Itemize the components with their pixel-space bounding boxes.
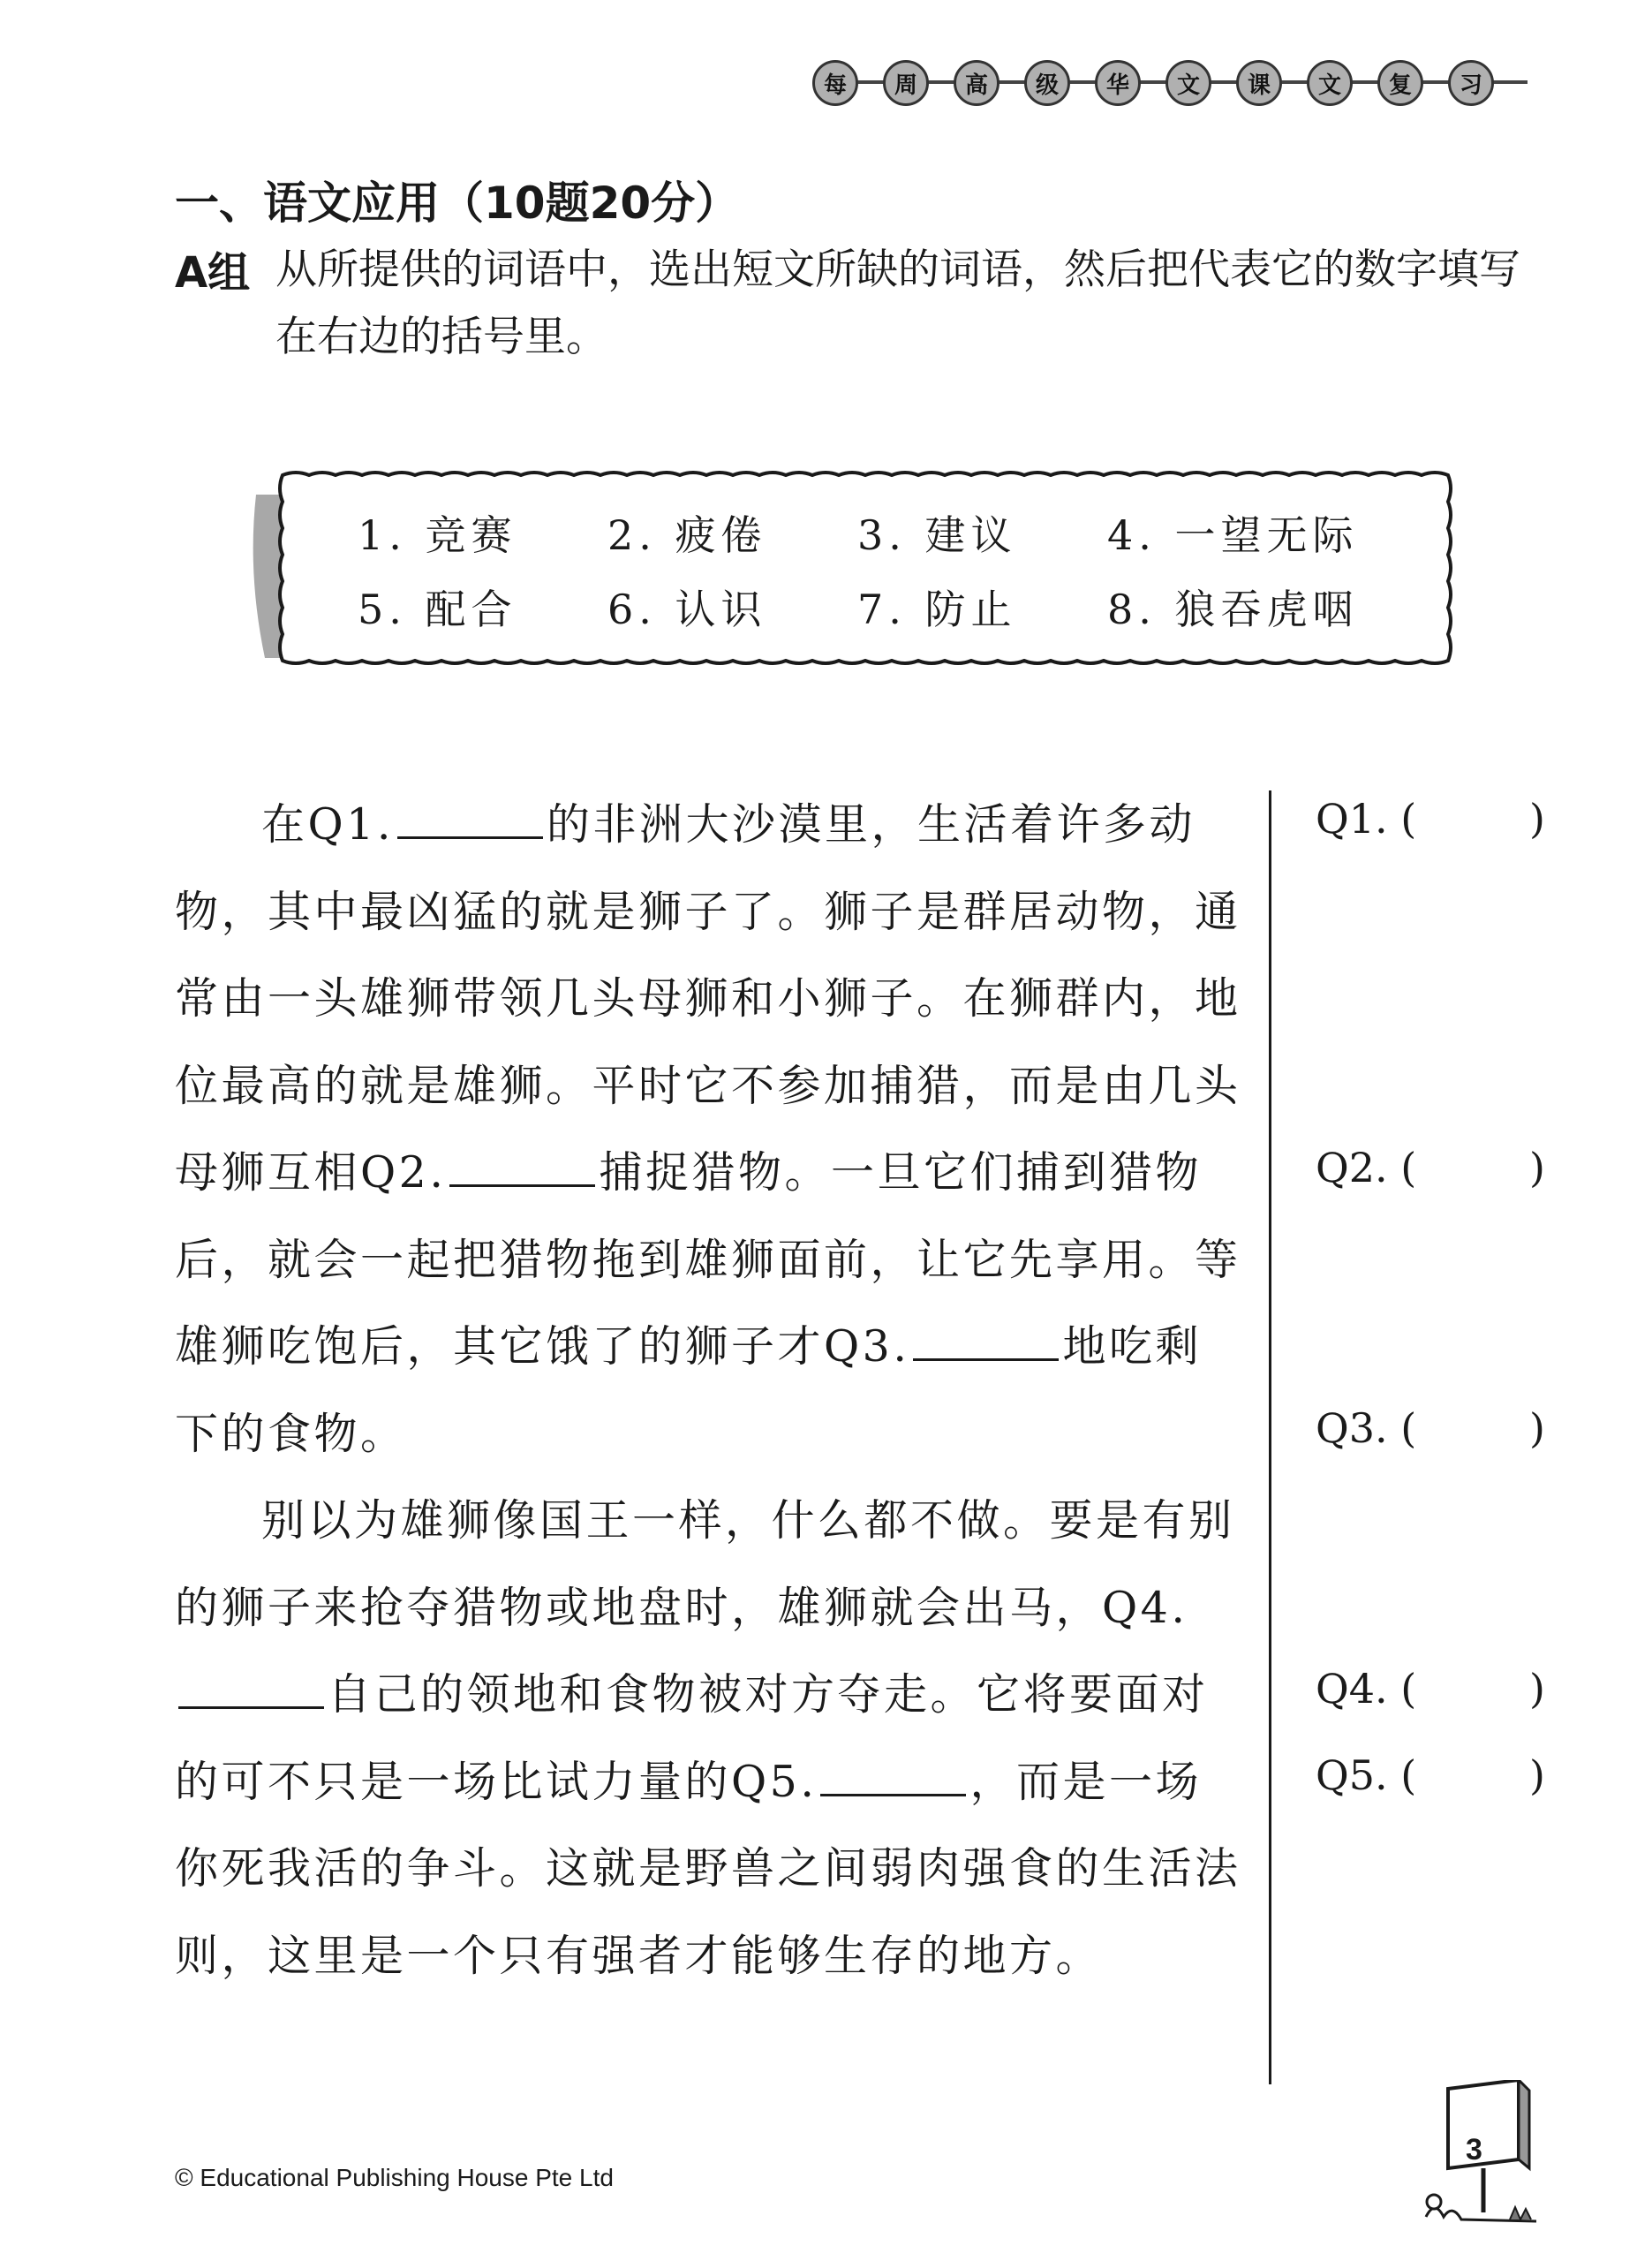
blank-q1[interactable] — [397, 798, 543, 839]
answer-close: ) — [1529, 1144, 1545, 1191]
passage-text: 的非洲大沙漠里，生活着许多动物，其中最凶猛的就是狮子了。狮子是群居动物，通常由一头雄狮带领几头母狮和小狮子。在狮群内，地位最高的就是雄狮。平时它不参加捕猎，而是由几头母狮互相Q2. — [175, 799, 1241, 1198]
word-option: 3. 建议 — [857, 511, 1017, 559]
header-bead: 周 — [883, 60, 929, 106]
answer-slot-q2[interactable] — [1316, 1144, 1545, 1191]
blank-q2[interactable] — [449, 1146, 595, 1187]
answer-close: ) — [1529, 1751, 1545, 1799]
blank-q5[interactable] — [820, 1755, 966, 1796]
header-bead: 文 — [1165, 60, 1211, 106]
word-option: 5. 配合 — [358, 586, 517, 633]
header-bead: 级 — [1024, 60, 1070, 106]
answer-slot-q5[interactable] — [1316, 1751, 1545, 1799]
answer-close: ) — [1529, 795, 1545, 843]
passage-paragraph — [175, 782, 1248, 1478]
answer-label: Q4. ( — [1316, 1665, 1417, 1713]
word-option: 1. 竞赛 — [358, 511, 517, 559]
passage-text: 地吃剩下的食物。 — [175, 1321, 1202, 1459]
word-option: 6. 认识 — [607, 586, 767, 633]
section-title: 一、语文应用（10题20分） — [175, 178, 740, 229]
page-number: 3 — [1466, 2133, 1482, 2166]
passage-text: 自己的领地和食物被对方夺走。它将要面对的可不只是一场比试力量的Q5. — [175, 1669, 1209, 1807]
blank-q3[interactable] — [913, 1320, 1059, 1361]
passage-paragraph — [175, 1478, 1248, 2000]
answer-close: ) — [1529, 1665, 1545, 1713]
answer-slot-q3[interactable] — [1316, 1404, 1545, 1452]
answer-label: Q5. ( — [1316, 1751, 1417, 1799]
header-bead: 华 — [1095, 60, 1141, 106]
word-option: 7. 防止 — [857, 586, 1017, 633]
series-header — [812, 51, 1536, 113]
word-bank-box — [247, 459, 1466, 671]
word-option: 2. 疲倦 — [607, 511, 767, 559]
passage-text: 在Q1. — [261, 799, 394, 850]
word-option: 4. 一望无际 — [1107, 511, 1359, 559]
answer-divider — [1269, 790, 1271, 2084]
answer-label: Q2. ( — [1316, 1144, 1417, 1191]
header-bead: 高 — [954, 60, 999, 106]
passage-text: 别以为雄狮像国王一样，什么都不做。要是有别的狮子来抢夺猎物或地盘时，雄狮就会出马，Q4. — [175, 1495, 1235, 1633]
answer-slot-q1[interactable] — [1316, 795, 1545, 843]
passage-text: ，而是一场你死我活的争斗。这就是野兽之间弱肉强食的生活法则，这里是一个只有强者才能够生存的地方。 — [175, 1756, 1241, 1981]
group-label: A组 — [175, 248, 251, 298]
word-list — [358, 503, 1399, 636]
answer-label: Q1. ( — [1316, 795, 1417, 843]
copyright-notice: © Educational Publishing House Pte Ltd — [175, 2164, 614, 2191]
word-option: 8. 狼吞虎咽 — [1107, 586, 1359, 633]
header-bead: 课 — [1236, 60, 1282, 106]
answer-label: Q3. ( — [1316, 1404, 1417, 1452]
instruction-text: 从所提供的词语中，选出短文所缺的词语，然后把代表它的数字填写在右边的括号里。 — [275, 246, 1520, 361]
answer-slot-q4[interactable] — [1316, 1665, 1545, 1713]
passage — [175, 782, 1248, 2000]
header-bead: 每 — [812, 60, 858, 106]
header-bead: 文 — [1307, 60, 1353, 106]
blank-q4[interactable] — [178, 1667, 324, 1709]
header-bead: 习 — [1448, 60, 1494, 106]
header-bead: 复 — [1377, 60, 1423, 106]
answer-close: ) — [1529, 1404, 1545, 1452]
passage-text: 捕捉猎物。一旦它们捕到猎物后，就会一起把猎物拖到雄狮面前，让它先享用。等雄狮吃饱后，其它饿了的狮子才Q3. — [175, 1147, 1241, 1372]
